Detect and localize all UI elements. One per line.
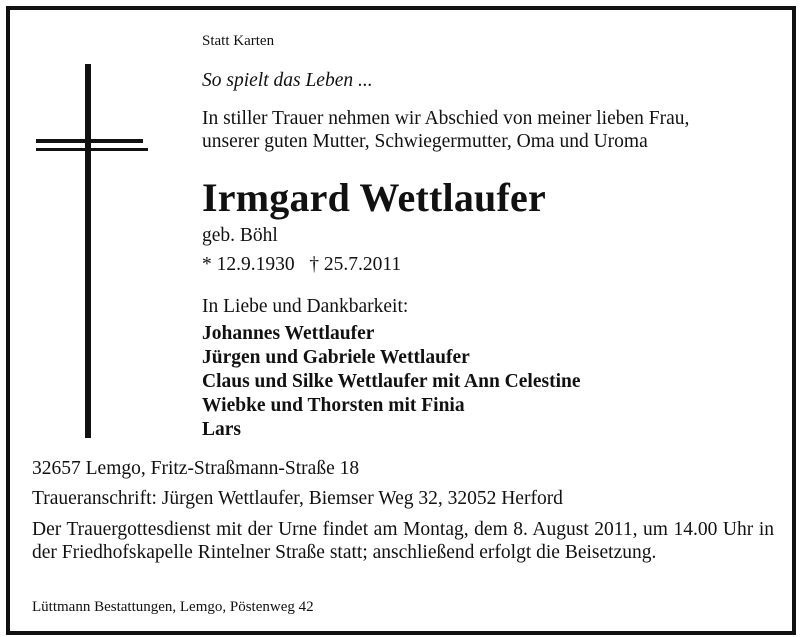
mourners-list [202,322,581,442]
deceased-name: Irmgard Wettlaufer [202,175,546,220]
motto: So spielt das Leben ... [202,70,373,91]
mourner-name: Lars [202,419,241,440]
mourner-name: Johannes Wettlaufer [202,323,375,344]
birth-name: geb. Böhl [202,225,278,246]
mourner-name: Claus und Silke Wettlaufer mit Ann Celestine [202,371,581,392]
mourner-name: Wiebke und Thorsten mit Finia [202,395,465,416]
intro-line-1: In stiller Trauer nehmen wir Abschied von meiner lieben Frau, [202,108,690,129]
cross-vertical-bar [85,64,91,438]
home-address: 32657 Lemgo, Fritz-Straßmann-Straße 18 [32,458,360,479]
cross-horizontal-bar-lower [36,148,148,151]
intro-line-2: unserer guten Mutter, Schwiegermutter, Oma und Uroma [202,131,648,152]
trauer-address: Traueranschrift: Jürgen Wettlaufer, Biemser Weg 32, 32052 Herford [32,488,563,509]
cross-horizontal-bar-upper [36,139,143,143]
mourner-name: Jürgen und Gabriele Wettlaufer [202,347,470,368]
mourners-heading: In Liebe und Dankbarkeit: [202,296,409,317]
funeral-home: Lüttmann Bestattungen, Lemgo, Pöstenweg 42 [32,599,314,615]
statt-karten-label: Statt Karten [202,33,275,49]
service-announcement: Der Trauergottesdienst mit der Urne findet am Montag, dem 8. August 2011, um 14.00 Uhr in der Friedhofskapelle Rintelner Straße statt; anschließend erfolgt die Beisetzung. [32,519,774,563]
life-dates: * 12.9.1930 † 25.7.2011 [202,254,402,275]
